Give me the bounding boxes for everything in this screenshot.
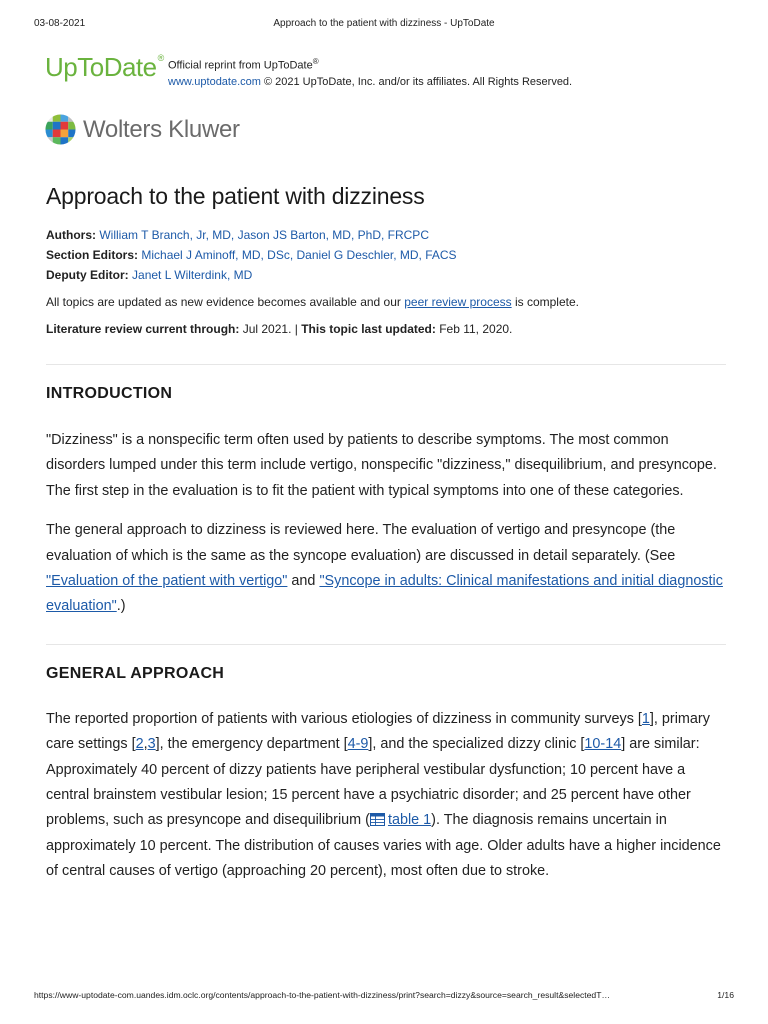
introduction-heading: INTRODUCTION	[46, 385, 173, 402]
literature-review-line: Literature review current through: Jul 2021. | This topic last updated: Feb 11, 2020.	[46, 322, 513, 336]
wolters-kluwer-mosaic-icon	[45, 114, 76, 145]
introduction-paragraph-1: "Dizziness" is a nonspecific term often used by patients to describe symptoms. The most common disorders lumped under this term include vertigo, nonspecific "dizziness," disequilibrium, and presyncope. The first step in the evaluation is to fit the patient with typical symptoms into one of these categories.	[46, 432, 717, 499]
article-content	[46, 180, 726, 885]
general-approach-paragraph: The reported proportion of patients with various etiologies of dizziness in community surveys [1], primary care settings [2,3], the emergency department [4-9], and the specialized dizzy clinic [10-14] are similar: Approximately 40 percent of dizzy patients have peripheral vestibular dysfunction; 10 percent have a central brainstem vestibular lesion; 15 percent have a psychiatric disorder; and 25 percent have other problems, such as presyncope and disequilibrium ( table 1). The diagnosis remains uncertain in approximately 10 percent. The distribution of causes varies with age. Older adults have a higher incidence of central causes of vertigo (approaching 20 percent), most often due to stroke.	[46, 710, 721, 880]
print-document-title: Approach to the patient with dizziness - UpToDate	[273, 18, 495, 29]
deputy-editor-name[interactable]: Janet L Wilterdink, MD	[132, 268, 253, 282]
reprint-notice: Official reprint from UpToDate® www.uptodate.com © 2021 UpToDate, Inc. and/or its affiliates. All Rights Reserved.	[168, 57, 573, 88]
print-url: https://www-uptodate-com.uandes.idm.oclc.org/contents/approach-to-the-patient-with-dizziness/print?search=dizzy&source=search_result&selectedT…	[34, 990, 611, 1000]
reference-link[interactable]: 4-9	[347, 736, 369, 753]
print-footer	[34, 990, 734, 1002]
reference-link[interactable]: 3	[147, 736, 156, 753]
uptodate-logo: UpToDate®	[45, 52, 164, 82]
reference-link[interactable]: 1	[641, 710, 650, 727]
section-divider	[46, 364, 726, 365]
table-1-link[interactable]: table 1	[387, 812, 432, 829]
copyright-text: © 2021 UpToDate, Inc. and/or its affiliates. All Rights Reserved.	[260, 75, 573, 88]
brand-header	[45, 52, 725, 92]
deputy-editor-line: Deputy Editor: Janet L Wilterdink, MD	[46, 268, 253, 282]
vertigo-topic-link[interactable]: "Evaluation of the patient with vertigo"	[46, 573, 288, 590]
authors-names[interactable]: William T Branch, Jr, MD, Jason JS Barton, MD, PhD, FRCPC	[99, 228, 429, 242]
article-title: Approach to the patient with dizziness	[46, 183, 425, 209]
introduction-paragraph-2: The general approach to dizziness is reviewed here. The evaluation of vertigo and presyncope (the evaluation of which is the same as the syncope evaluation) are discussed in detail separately. (See "Evaluation of the patient with vertigo" and "Syncope in adults: Clinical manifestations and initial diagnostic evaluation".)	[46, 522, 723, 615]
publisher-name: Wolters Kluwer	[83, 116, 240, 143]
peer-review-link[interactable]: peer review process	[404, 295, 512, 309]
reprint-line: Official reprint from UpToDate	[168, 59, 313, 72]
section-editors-names[interactable]: Michael J Aminoff, MD, DSc, Daniel G Deschler, MD, FACS	[141, 248, 457, 262]
syncope-topic-link[interactable]: "Syncope in adults: Clinical manifestations and initial diagnostic evaluation"	[46, 573, 723, 615]
uptodate-site-link[interactable]: www.uptodate.com	[168, 75, 261, 88]
print-date: 03-08-2021	[34, 18, 86, 29]
table-icon[interactable]	[370, 813, 385, 826]
update-note: All topics are updated as new evidence becomes available and our peer review process is complete.	[46, 295, 579, 309]
reference-link[interactable]: 2	[135, 736, 144, 753]
reference-link[interactable]: 10-14	[584, 736, 622, 753]
page-number: 1/16	[717, 990, 734, 1000]
section-divider	[46, 644, 726, 645]
print-header	[34, 18, 734, 32]
section-editors-line: Section Editors: Michael J Aminoff, MD, DSc, Daniel G Deschler, MD, FACS	[46, 248, 457, 262]
authors-line: Authors: William T Branch, Jr, MD, Jason JS Barton, MD, PhD, FRCPC	[46, 228, 429, 242]
general-approach-heading: GENERAL APPROACH	[46, 664, 225, 682]
